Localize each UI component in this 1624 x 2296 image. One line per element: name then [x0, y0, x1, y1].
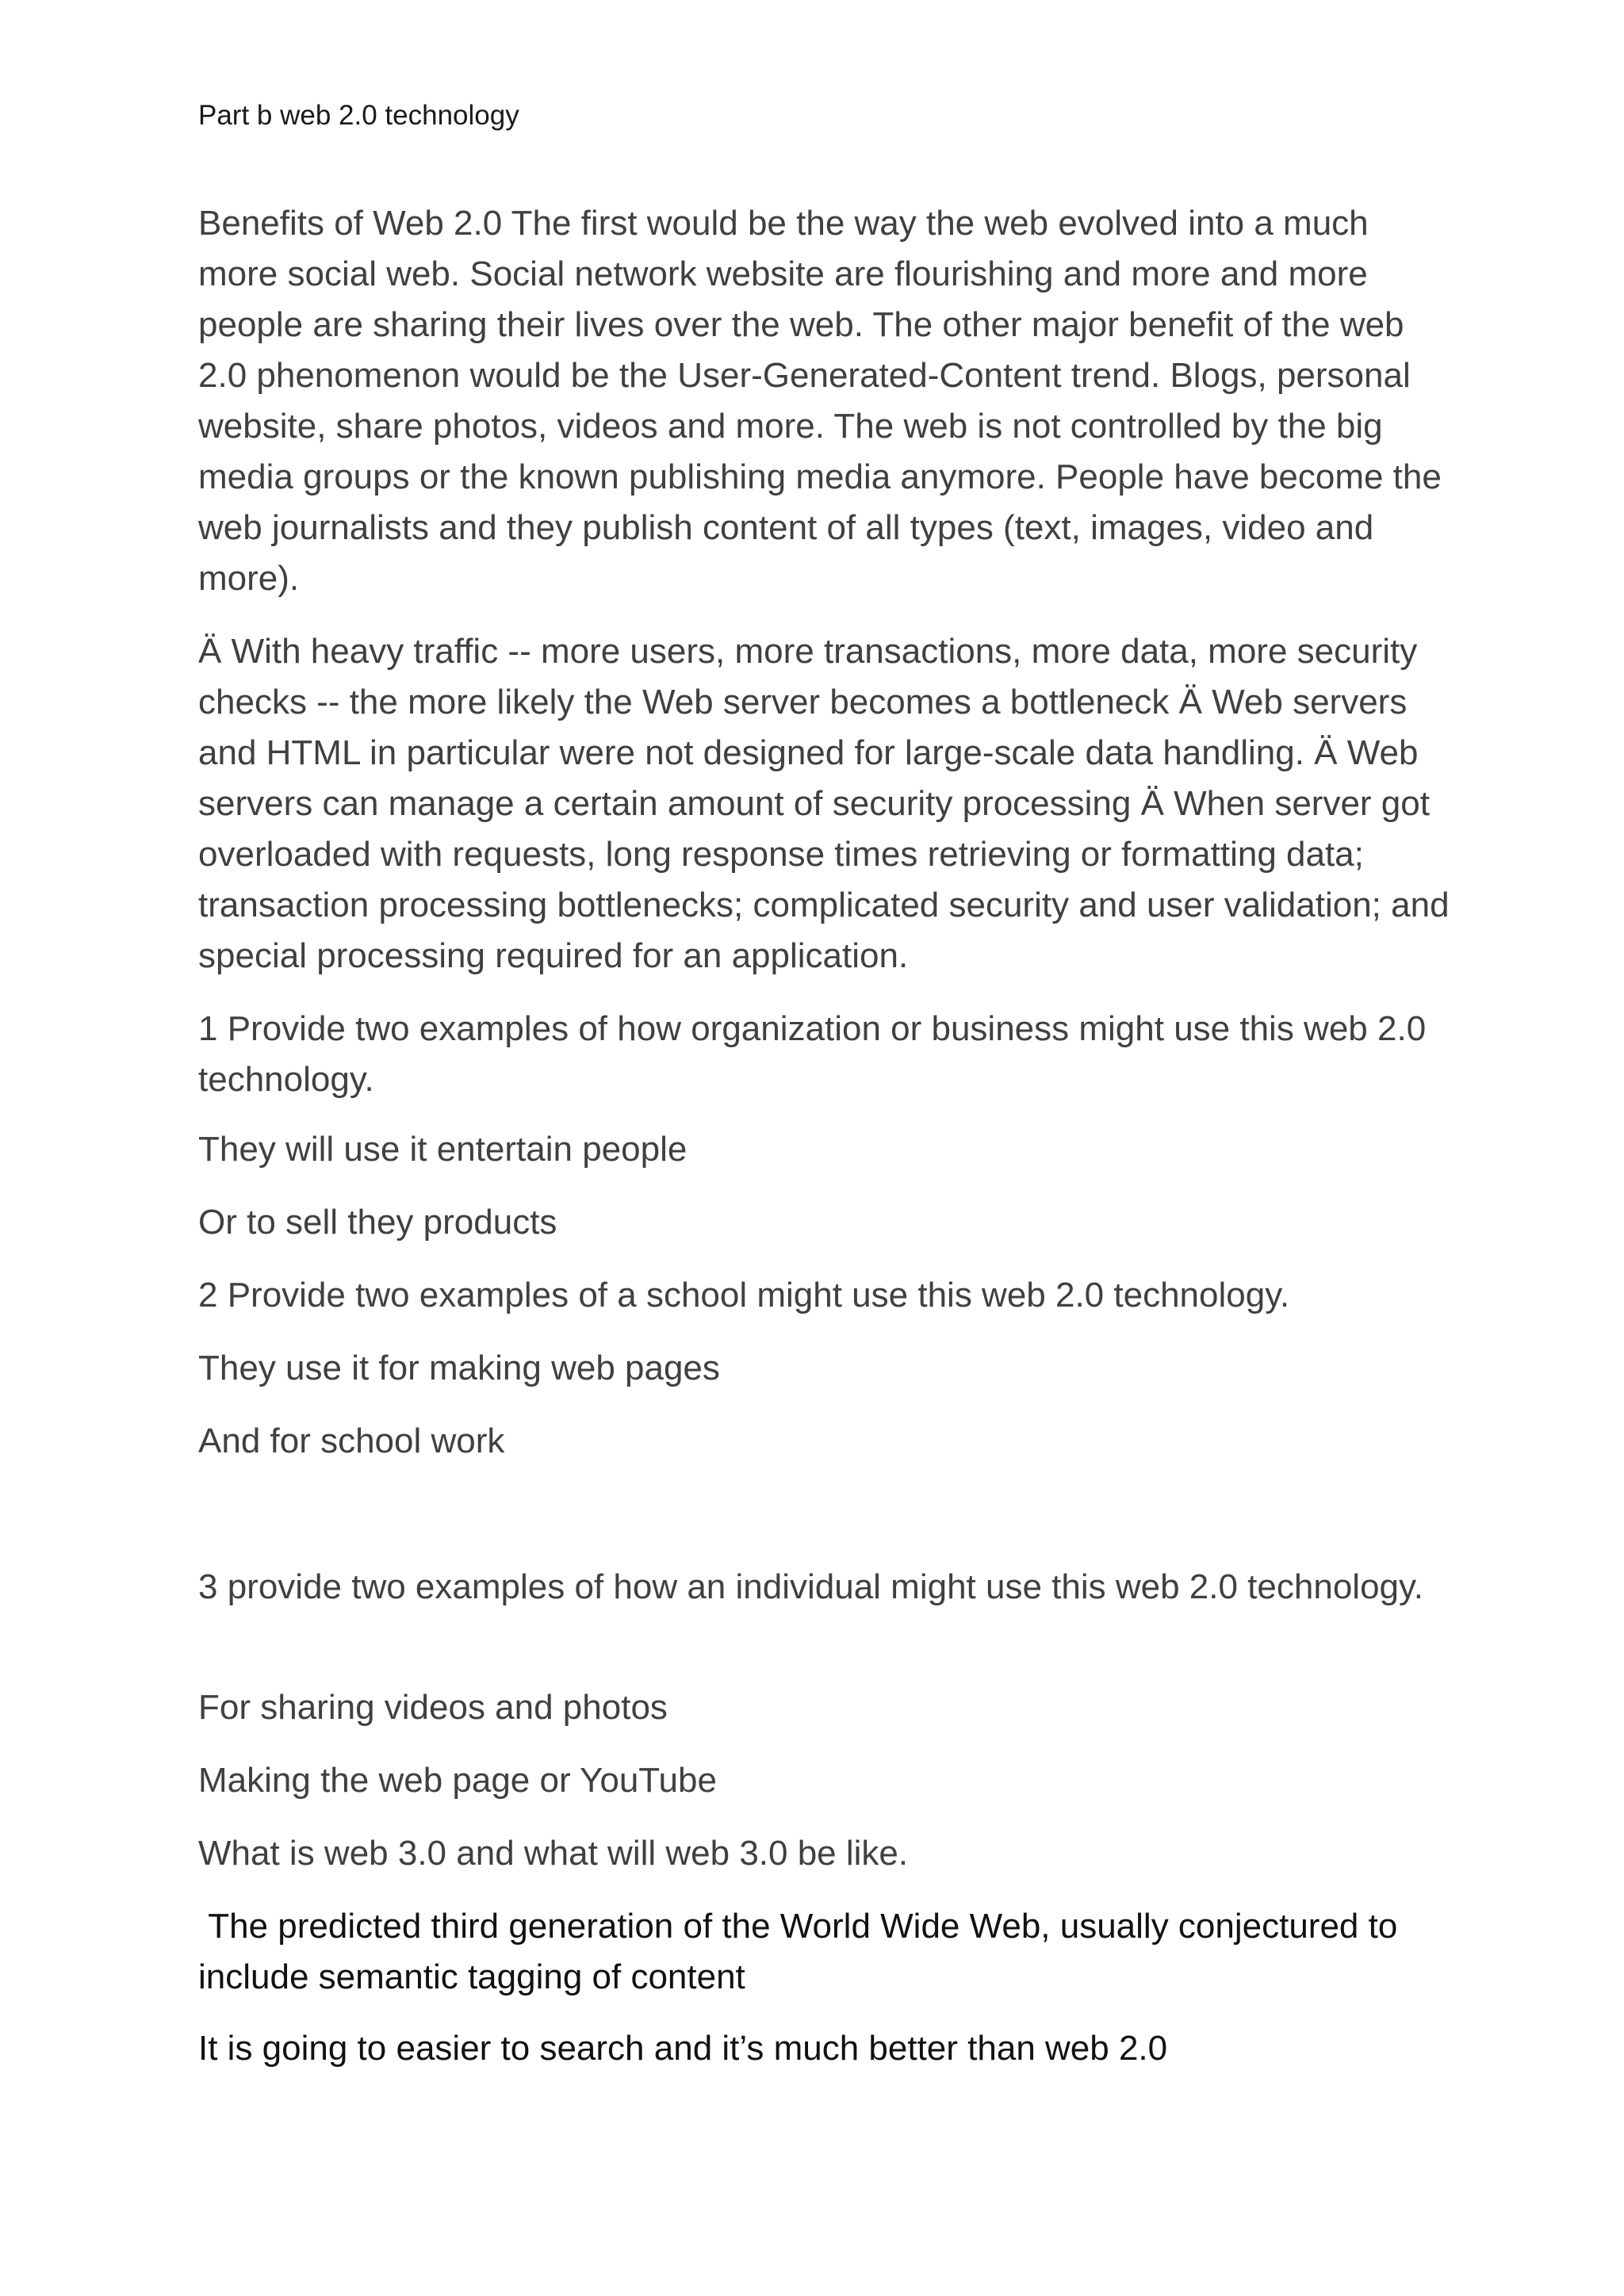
paragraph-web-server-bottleneck: Ä With heavy traffic -- more users, more transactions, more data, more security checks -- the more likely the Web server becomes a bottleneck Ä Web servers and HTML in particular were not designed for large-scale data handling. Ä Web servers can manage a certain amount of security processing Ä When server got overloaded with requests, long response times retrieving or formatting data; transaction processing bottlenecks; complicated security and user validation; and special processing required for an application. [198, 632, 1450, 975]
answer-web3-comparison: It is going to easier to search and it’s much better than web 2.0 [198, 2029, 1168, 2068]
answer-2b: And for school work [198, 1422, 505, 1460]
answer-2a: They use it for making web pages [198, 1349, 720, 1387]
question-web3: What is web 3.0 and what will web 3.0 be like. [198, 1834, 909, 1873]
answer-1b: Or to sell they products [198, 1203, 557, 1242]
answer-web3-definition: The predicted third generation of the World Wide Web, usually conjectured to include semantic tagging of content [198, 1907, 1408, 1996]
answer-1a: They will use it entertain people [198, 1130, 688, 1169]
paragraph-web2-benefits: Benefits of Web 2.0 The first would be the way the web evolved into a much more social web. Social network website are flourishing and more and more people are sharing their lives over the web. The other major benefit of the web 2.0 phenomenon would be the User-Generated-Content trend. Blogs, personal website, share photos, videos and more. The web is not controlled by the big media groups or the known publishing media anymore. People have become the web journalists and they publish content of all types (text, images, video and more). [198, 204, 1442, 598]
answer-3b: Making the web page or YouTube [198, 1761, 717, 1800]
answer-3a: For sharing videos and photos [198, 1688, 668, 1727]
question-1-organization: 1 Provide two examples of how organization or business might use this web 2.0 technology. [198, 1009, 1427, 1099]
question-3-individual: 3 provide two examples of how an individual might use this web 2.0 technology. [198, 1567, 1423, 1606]
page-header-title: Part b web 2.0 technology [198, 100, 519, 131]
question-2-school: 2 Provide two examples of a school might use this web 2.0 technology. [198, 1276, 1290, 1314]
